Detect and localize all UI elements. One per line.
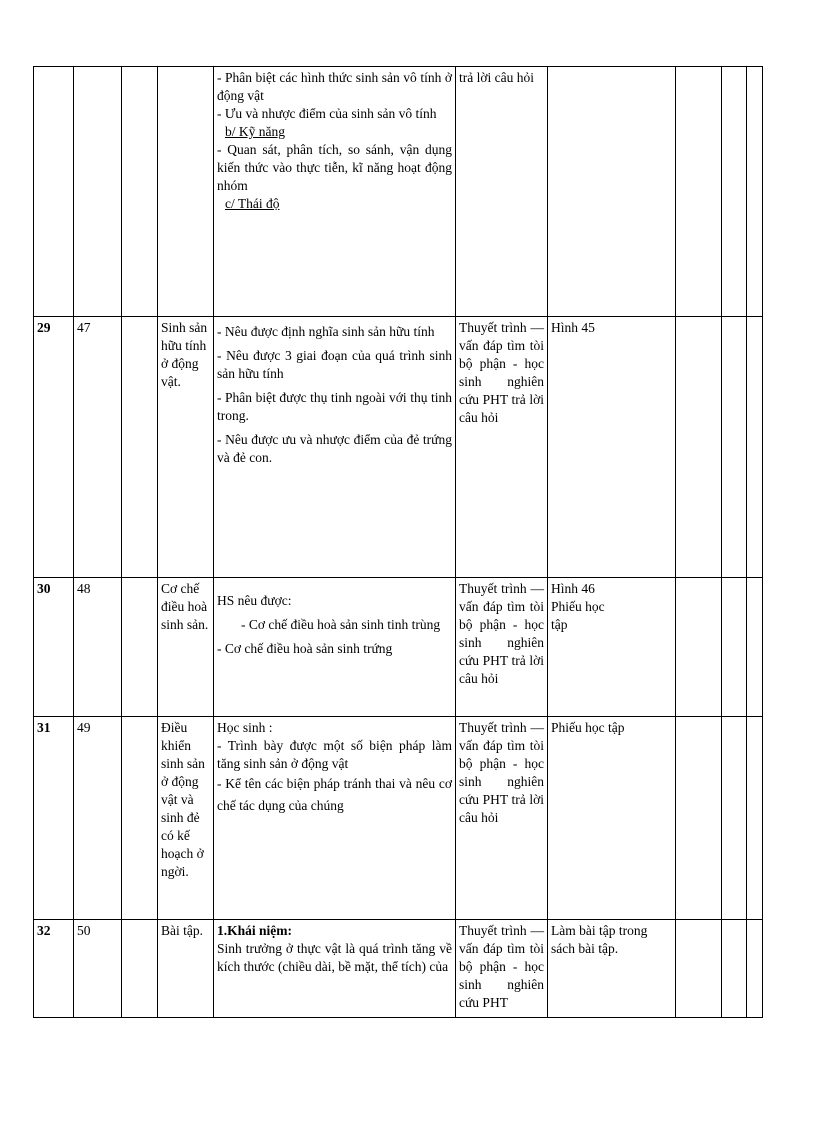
topic-cell: Điều khiển sinh sản ở động vật và sinh đẻ có kế hoạch ở ngời. — [158, 717, 214, 920]
blank-cell — [747, 317, 763, 578]
goal-line: - Cơ chế điều hoà sản sinh trứng — [217, 641, 393, 656]
week-cell: 31 — [34, 717, 74, 920]
goal-line: - Nêu được ưu và nhược điểm của đẻ trứng và đẻ con. — [217, 432, 452, 465]
goals-cell — [214, 317, 456, 578]
goal-line: - Nêu được 3 giai đoạn của quá trình sinh sản hữu tính — [217, 348, 452, 381]
blank-cell — [747, 717, 763, 920]
week-cell: 29 — [34, 317, 74, 578]
blank-cell — [722, 317, 747, 578]
goal-line: - Kể tên các biện pháp tránh thai và nêu cơ chế tác dụng của chúng — [217, 776, 452, 813]
goals-cell — [214, 67, 456, 317]
lesson-cell — [74, 67, 122, 317]
goal-line: Học sinh : — [217, 720, 273, 735]
goal-line: - Ưu và nhược điểm của sinh sản vô tính — [217, 106, 437, 121]
topic-cell: Bài tập. — [158, 920, 214, 1018]
goal-line: Sinh trưởng ở thực vật là quá trình tăng về kích thước (chiều dài, bề mặt, thể tích) của — [217, 941, 452, 974]
goal-line: - Phân biệt các hình thức sinh sản vô tính ở động vật — [217, 70, 452, 103]
table-row — [34, 317, 763, 578]
lesson-plan-table — [33, 66, 763, 1018]
blank-cell — [676, 578, 722, 717]
table-row — [34, 67, 763, 317]
method-cell: Thuyết trình — vấn đáp tìm tòi bộ phận - học sinh nghiên cứu PHT trả lời câu hỏi — [456, 317, 548, 578]
goals-cell — [214, 717, 456, 920]
blank-cell — [676, 67, 722, 317]
topic-cell — [158, 67, 214, 317]
topic-cell: Cơ chế điều hoà sinh sản. — [158, 578, 214, 717]
blank-cell — [122, 317, 158, 578]
goal-heading: 1.Khái niệm: — [217, 923, 293, 938]
materials-cell: Phiếu học tập — [548, 717, 676, 920]
blank-cell — [722, 920, 747, 1018]
blank-cell — [747, 67, 763, 317]
blank-cell — [747, 920, 763, 1018]
blank-cell — [722, 67, 747, 317]
lesson-cell: 48 — [74, 578, 122, 717]
goal-line: - Phân biệt được thụ tinh ngoài với thụ tinh trong. — [217, 390, 452, 423]
blank-cell — [676, 317, 722, 578]
goal-line: - Cơ chế điều hoà sản sinh tinh trùng — [241, 617, 441, 632]
topic-cell: Sinh sản hữu tính ở động vật. — [158, 317, 214, 578]
blank-cell — [122, 67, 158, 317]
goal-line: - Nêu được định nghĩa sinh sản hữu tính — [217, 324, 435, 339]
blank-cell — [676, 717, 722, 920]
method-cell: trả lời câu hỏi — [456, 67, 548, 317]
table-row — [34, 920, 763, 1018]
materials-cell: Hình 45 — [548, 317, 676, 578]
method-cell: Thuyết trình — vấn đáp tìm tòi bộ phận - học sinh nghiên cứu PHT trả lời câu hỏi — [456, 578, 548, 717]
materials-cell — [548, 67, 676, 317]
method-cell: Thuyết trình — vấn đáp tìm tòi bộ phận - học sinh nghiên cứu PHT trả lời câu hỏi — [456, 717, 548, 920]
table-row — [34, 578, 763, 717]
blank-cell — [676, 920, 722, 1018]
materials-cell: Làm bài tập trong sách bài tập. — [548, 920, 676, 1018]
week-cell: 32 — [34, 920, 74, 1018]
goal-line: - Trình bày được một số biện pháp làm tăng sinh sản ở động vật — [217, 738, 452, 771]
goals-cell — [214, 920, 456, 1018]
lesson-cell: 50 — [74, 920, 122, 1018]
lesson-cell: 47 — [74, 317, 122, 578]
blank-cell — [722, 578, 747, 717]
blank-cell — [122, 578, 158, 717]
blank-cell — [722, 717, 747, 920]
table-row — [34, 717, 763, 920]
week-cell: 30 — [34, 578, 74, 717]
goal-line: HS nêu được: — [217, 593, 292, 608]
blank-cell — [122, 920, 158, 1018]
goals-cell — [214, 578, 456, 717]
blank-cell — [122, 717, 158, 920]
materials-cell — [548, 578, 676, 717]
blank-cell — [747, 578, 763, 717]
goal-heading: b/ Kỹ năng — [225, 124, 285, 139]
lesson-cell: 49 — [74, 717, 122, 920]
materials-text: Hình 46 Phiếu học tập — [551, 581, 605, 632]
week-cell — [34, 67, 74, 317]
goal-heading: c/ Thái độ — [225, 196, 280, 211]
goal-line: - Quan sát, phân tích, so sánh, vận dụng kiến thức vào thực tiễn, kĩ năng hoạt động nhóm — [217, 142, 452, 193]
method-cell: Thuyết trình — vấn đáp tìm tòi bộ phận - học sinh nghiên cứu PHT — [456, 920, 548, 1018]
